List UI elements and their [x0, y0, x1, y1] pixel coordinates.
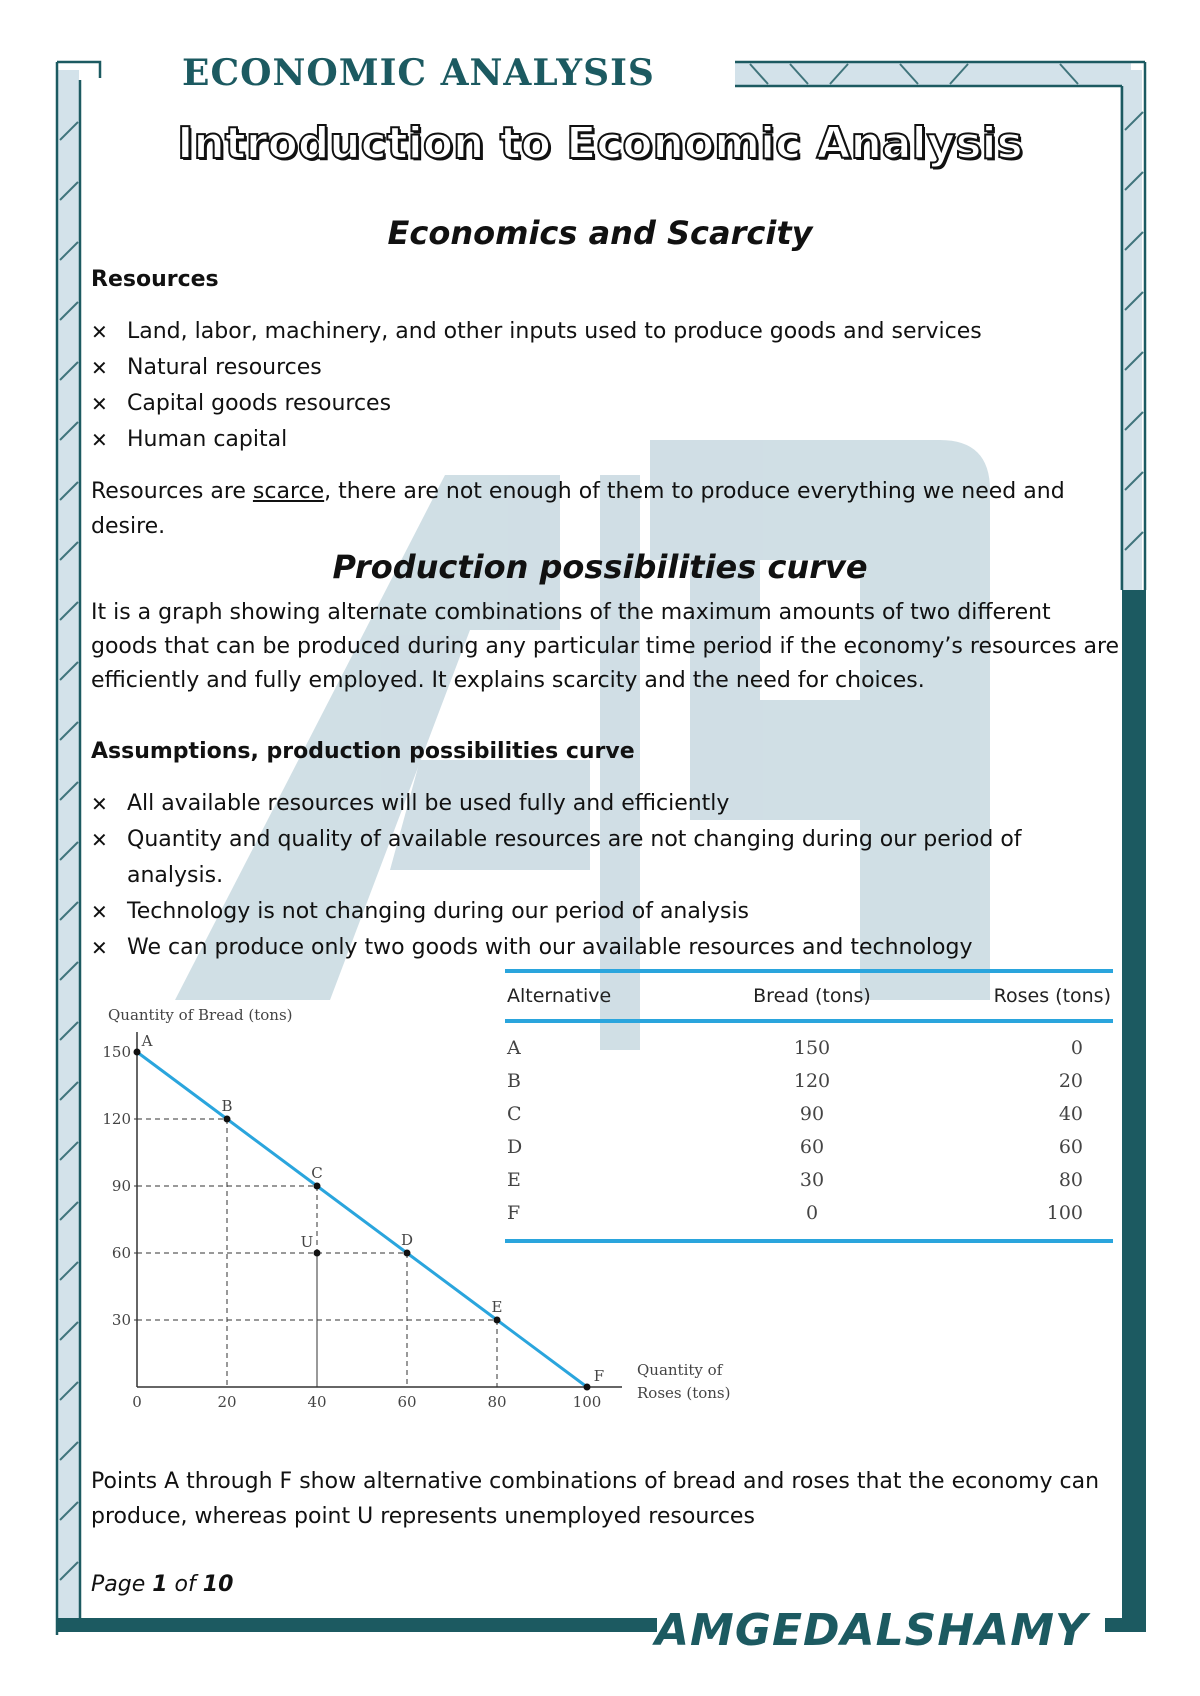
header-title: ECONOMIC ANALYSIS — [182, 52, 655, 94]
list-item: ✕ Natural resources — [91, 350, 982, 386]
y-tick-label: 60 — [111, 1244, 131, 1262]
y-tick-label: 30 — [111, 1311, 131, 1329]
brand-logo: AMGEDALSHAMY — [655, 1605, 1088, 1656]
list-item: ✕ Quantity and quality of available resources are not changing during our period of analysis. — [91, 822, 1121, 894]
col-header-roses: Roses (tons) — [993, 985, 1111, 1007]
y-tick-label: 150 — [102, 1043, 131, 1061]
assumptions-list — [91, 786, 1121, 966]
ppc-chart — [90, 1000, 750, 1430]
section-title-ppc: Production possibilities curve — [332, 548, 868, 586]
x-tick-label: 20 — [217, 1393, 237, 1411]
data-point-u — [314, 1250, 321, 1257]
list-item: ✕ Human capital — [91, 422, 982, 458]
ppc-line — [137, 1052, 587, 1387]
list-item: ✕ All available resources will be used fully and efficiently — [91, 786, 1121, 822]
data-point-d — [404, 1250, 411, 1257]
data-point-c — [314, 1183, 321, 1190]
list-item: ✕ Capital goods resources — [91, 386, 982, 422]
x-tick-label: 60 — [397, 1393, 417, 1411]
col-header-bread: Bread (tons) — [753, 985, 871, 1007]
point-label: U — [300, 1233, 314, 1251]
table-row: A 150 0 — [507, 1036, 1083, 1059]
data-point-f — [584, 1384, 591, 1391]
y-tick-label: 90 — [111, 1177, 131, 1195]
list-item: ✕ Land, labor, machinery, and other inputs used to produce goods and services — [91, 314, 982, 350]
point-label: C — [311, 1164, 323, 1182]
list-item: ✕ We can produce only two goods with our available resources and technology — [91, 930, 1121, 966]
table-row: E 30 80 — [507, 1168, 1083, 1191]
resources-list — [91, 314, 982, 458]
list-item: ✕ Technology is not changing during our period of analysis — [91, 894, 1121, 930]
ppc-definition: It is a graph showing alternate combinations of the maximum amounts of two different goods that can be produced during any particular time period if the economy’s resources are efficiently and fully employed. It explains scarcity and the need for choices. — [91, 600, 1120, 693]
cross-bullet-icon: ✕ — [91, 792, 108, 816]
col-header-alternative: Alternative — [507, 985, 612, 1007]
table-row: C 90 40 — [507, 1102, 1083, 1125]
scarcity-paragraph: Resources are scarce, there are not enough of them to produce everything we need and desire. — [91, 479, 1065, 539]
y-axis-label: Quantity of Bread (tons) — [108, 1006, 293, 1024]
cross-bullet-icon: ✕ — [91, 356, 108, 380]
cross-bullet-icon: ✕ — [91, 900, 108, 924]
point-label: B — [221, 1097, 233, 1115]
point-label: E — [491, 1298, 503, 1316]
x-axis-label: Quantity of — [637, 1361, 723, 1379]
resources-heading: Resources — [91, 267, 219, 292]
scarce-term: scarce — [252, 479, 325, 504]
page-title: Introduction to Economic Analysis — [177, 118, 1023, 169]
table-row: F 0 100 — [507, 1201, 1083, 1224]
data-point-e — [494, 1317, 501, 1324]
cross-bullet-icon: ✕ — [91, 936, 108, 960]
x-tick-label: 40 — [307, 1393, 327, 1411]
point-label: F — [593, 1367, 605, 1385]
x-tick-label: 0 — [132, 1393, 142, 1411]
point-label: D — [400, 1231, 414, 1249]
x-tick-label: 80 — [487, 1393, 507, 1411]
section-title-scarcity: Economics and Scarcity — [387, 214, 813, 252]
data-point-a — [134, 1049, 141, 1056]
table-row: B 120 20 — [507, 1069, 1083, 1092]
data-point-b — [224, 1116, 231, 1123]
table-row: D 60 60 — [507, 1135, 1083, 1158]
x-tick-label: 100 — [572, 1393, 602, 1411]
y-tick-label: 120 — [102, 1110, 131, 1128]
cross-bullet-icon: ✕ — [91, 428, 108, 452]
x-axis-label: Roses (tons) — [637, 1384, 731, 1402]
point-label: A — [141, 1032, 153, 1050]
page-number: Page 1 of 10 — [91, 1572, 234, 1597]
assumptions-heading: Assumptions, production possibilities curve — [91, 739, 635, 764]
cross-bullet-icon: ✕ — [91, 392, 108, 416]
cross-bullet-icon: ✕ — [91, 320, 108, 344]
cross-bullet-icon: ✕ — [91, 828, 108, 852]
chart-caption: Points A through F show alternative combinations of bread and roses that the economy can produce, whereas point U represents unemployed resources — [91, 1469, 1100, 1529]
